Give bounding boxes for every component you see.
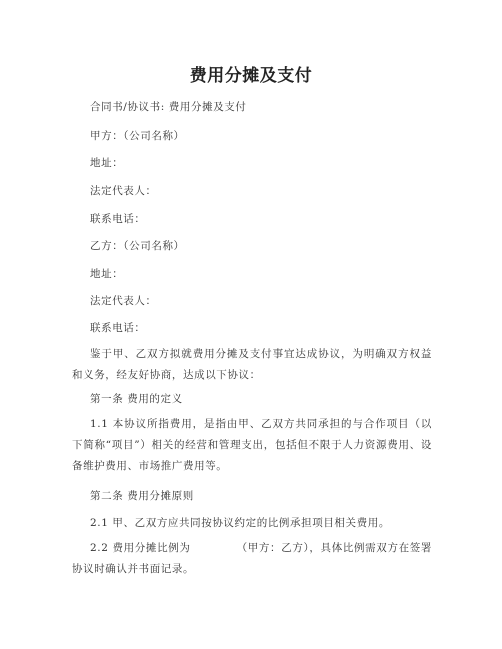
document-title: 费用分摊及支付 bbox=[189, 66, 313, 86]
party-a-name: 甲方：（公司名称） bbox=[90, 130, 185, 142]
clause-2-1: 2.1 甲、乙双方应共同按协议约定的比例承担项目相关费用。 bbox=[90, 517, 390, 529]
party-b-name: 乙方：（公司名称） bbox=[90, 240, 185, 252]
party-b-address: 地址： bbox=[90, 268, 124, 280]
contract-heading: 合同书/协议书: 费用分摊及支付 bbox=[90, 101, 247, 113]
clause-2-2-prefix: 2.2 费用分摊比例为 bbox=[90, 542, 191, 554]
clause-2-2-suffix: （甲方：乙方），具体比例需双方在签署协议时确认并书面记录。 bbox=[72, 542, 432, 575]
party-a-phone: 联系电话： bbox=[90, 213, 146, 225]
article-1-title: 第一条 费用的定义 bbox=[90, 393, 183, 405]
intro-paragraph: 鉴于甲、乙双方拟就费用分摊及支付事宜达成协议，为明确双方权益和义务，经友好协商，达成以下协议： bbox=[72, 348, 432, 381]
party-b-phone: 联系电话： bbox=[90, 322, 146, 334]
party-b-representative: 法定代表人： bbox=[90, 295, 157, 307]
clause-1-1: 1.1 本协议所指费用，是指由甲、乙双方共同承担的与合作项目（以下简称“项目”）相关的经营和管理支出，包括但不限于人力资源费用、设备维护费用、市场推广费用等。 bbox=[72, 418, 432, 472]
clause-2-2 bbox=[72, 538, 432, 580]
party-a-address: 地址： bbox=[90, 157, 124, 169]
article-2-title: 第二条 费用分摊原则 bbox=[90, 490, 194, 502]
party-a-representative: 法定代表人： bbox=[90, 185, 157, 197]
